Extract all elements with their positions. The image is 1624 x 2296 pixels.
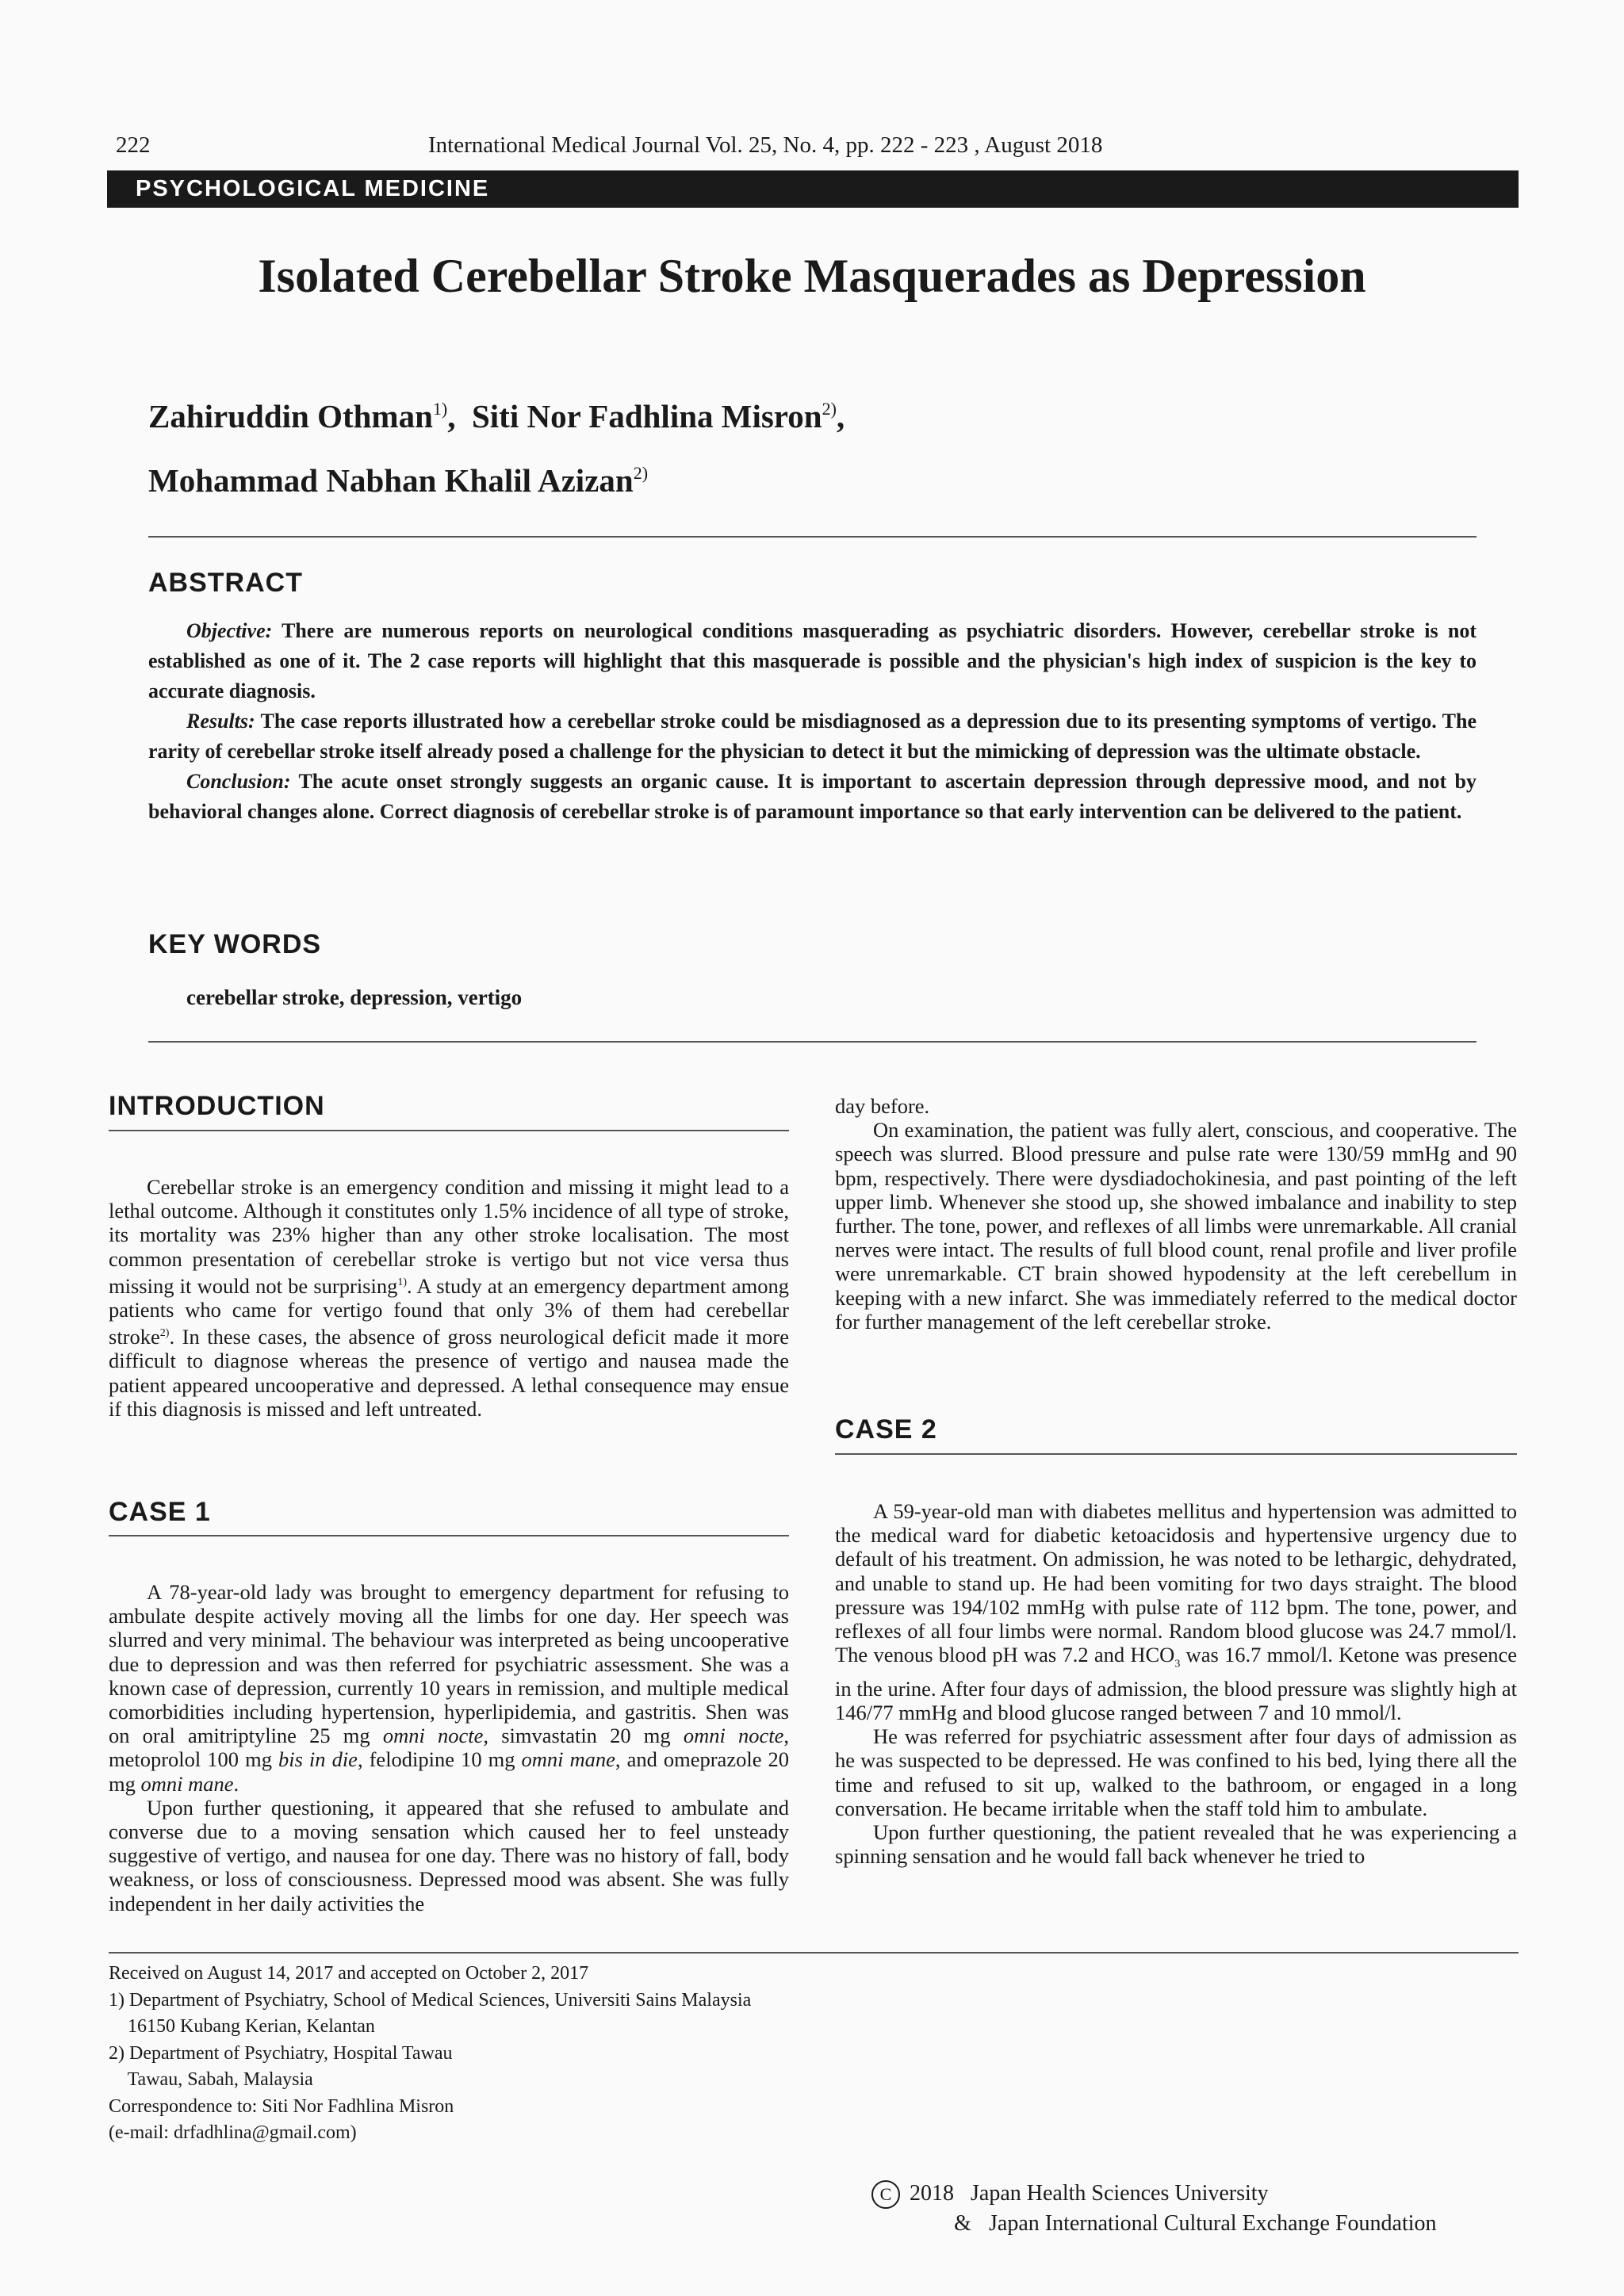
page-number: 222 bbox=[116, 132, 151, 158]
dosage-term: bis in die bbox=[278, 1747, 358, 1772]
abstract-body bbox=[148, 616, 1477, 827]
text-run: was 16.7 mmol/l. Ketone was presence in the urine. After four days of admission, the blood pressure was slightly high at 146/77 mmHg and blood glucose ranged between 7 and 10 mmol/l. bbox=[835, 1643, 1517, 1724]
correspondence: Correspondence to: Siti Nor Fadhlina Misron bbox=[109, 2095, 454, 2117]
divider bbox=[109, 1535, 789, 1536]
paragraph bbox=[109, 1580, 789, 1796]
abstract-heading: ABSTRACT bbox=[148, 568, 303, 598]
copyright-line-1: 2018 Japan Health Sciences University bbox=[910, 2181, 1269, 2206]
copyright-ampersand: & bbox=[954, 2211, 971, 2236]
citation-ref: 1) bbox=[397, 1276, 408, 1288]
received-note: Received on August 14, 2017 and accepted on October 2, 2017 bbox=[109, 1963, 589, 1984]
paragraph: day before. bbox=[835, 1094, 930, 1118]
conclusion-text: The acute onset strongly suggests an organic cause. It is important to ascertain depression through depressive mood, and not by behavioral changes alone. Correct diagnosis of cerebellar stroke is of paramount importance so that early intervention can be delivered to the patient. bbox=[148, 770, 1477, 823]
results-text: The case reports illustrated how a cerebellar stroke could be misdiagnosed as a depression due to its presenting symptoms of vertigo. The rarity of cerebellar stroke itself already posed a challenge for the physician to detect it but the mimicking of depression was the ultimate obstacle. bbox=[148, 710, 1477, 763]
conclusion-label: Conclusion: bbox=[186, 770, 291, 793]
affiliation-mark: 2) bbox=[633, 463, 649, 483]
text-run: , and omeprazole 20 mg bbox=[109, 1747, 789, 1796]
text-run: A 59-year-old man with diabetes mellitus and hypertension was admitted to the medical ward for diabetic ketoacidosis and hypertensive urgency due to default of his treatment. On admission, he was noted to be lethargic, dehydrated, and unable to stand up. He had been vomiting for two days straight. The blood pressure was 194/102 mmHg with pulse rate of 112 bpm. The tone, power, and reflexes of all four limbs were normal. Random blood glucose was 24.7 mmol/l. The venous blood pH was 7.2 and HCO bbox=[835, 1499, 1517, 1667]
author-separator: , bbox=[447, 398, 472, 434]
abstract-results bbox=[148, 706, 1477, 767]
text-run: , felodipine 10 mg bbox=[357, 1747, 522, 1772]
affiliation-1-address: 16150 Kubang Kerian, Kelantan bbox=[109, 2016, 375, 2037]
abstract-conclusion bbox=[148, 767, 1477, 827]
dosage-term: omni mane bbox=[521, 1747, 615, 1772]
copyright-line-2: Japan International Cultural Exchange Foundation bbox=[989, 2211, 1437, 2236]
case1-heading: CASE 1 bbox=[109, 1497, 211, 1527]
affiliation-1: 1) Department of Psychiatry, School of Medical Sciences, Universiti Sains Malaysia bbox=[109, 1989, 752, 2011]
author-name: Zahiruddin Othman bbox=[148, 398, 433, 434]
text-run: Cerebellar stroke is an emergency condition and missing it might lead to a lethal outcome. Although it constitutes only 1.5% incidence of all type of stroke, its mortality was 23% higher than any other stroke localisation. The most common presentation of cerebellar stroke is vertigo but not vice versa thus missing it would not be surprising bbox=[109, 1175, 789, 1298]
text-run: , simvastatin 20 mg bbox=[483, 1724, 684, 1748]
introduction-heading: INTRODUCTION bbox=[109, 1091, 325, 1121]
dosage-term: omni mane bbox=[140, 1771, 234, 1796]
affiliation-2: 2) Department of Psychiatry, Hospital Tawau bbox=[109, 2042, 453, 2064]
affiliation-mark: 2) bbox=[822, 399, 837, 419]
keywords-text: cerebellar stroke, depression, vertigo bbox=[186, 985, 523, 1009]
divider bbox=[148, 536, 1477, 538]
divider bbox=[148, 1041, 1477, 1043]
author-list bbox=[148, 381, 845, 509]
paragraph: He was referred for psychiatric assessment after four days of admission as he was suspected to be depressed. He was confined to his bed, lying there all the time and refused to sit up, walked to the bathroom, or engaged in a long conversation. He became irritable when the staff told him to ambulate. bbox=[835, 1724, 1517, 1820]
subscript: 3 bbox=[1174, 1658, 1181, 1670]
citation-ref: 2) bbox=[159, 1327, 170, 1340]
author-separator: , bbox=[836, 398, 845, 434]
case1-body bbox=[109, 1580, 789, 1915]
results-label: Results: bbox=[186, 710, 255, 733]
text-run: . A study at an emergency department among patients who came for vertigo found that only 3% of them had cerebellar stroke bbox=[109, 1273, 789, 1349]
section-banner bbox=[107, 170, 1519, 208]
text-run: , metoprolol 100 mg bbox=[109, 1724, 790, 1772]
footnote-divider bbox=[109, 1952, 1519, 1954]
copyright-icon: C bbox=[871, 2180, 900, 2209]
case1-continued bbox=[835, 1094, 1517, 1334]
case2-body bbox=[835, 1499, 1517, 1868]
footnotes bbox=[109, 1961, 751, 2147]
section-label: PSYCHOLOGICAL MEDICINE bbox=[136, 176, 490, 201]
paragraph: Upon further questioning, it appeared that she refused to ambulate and converse due to a moving sensation which caused her to feel unsteady suggestive of vertigo, and nausea for one day. There was no history of fall, body weakness, or loss of consciousness. Depressed mood was absent. She was fully independent in her daily activities the bbox=[109, 1795, 789, 1915]
objective-text: There are numerous reports on neurological conditions masquerading as psychiatric disorders. However, cerebellar stroke is not established as one of it. The 2 case reports will highlight that this masquerade is possible and the physician's high index of suspicion is the key to accurate diagnosis. bbox=[148, 619, 1477, 702]
copyright-notice bbox=[871, 2179, 1437, 2238]
dosage-term: omni nocte bbox=[382, 1724, 484, 1748]
paragraph bbox=[109, 1175, 789, 1421]
divider bbox=[835, 1453, 1517, 1455]
text-run: . In these cases, the absence of gross neurological deficit made it more difficult to diagnose whereas the presence of vertigo and nausea made the patient appeared uncooperative and depressed. A lethal consequence may ensue if this diagnosis is missed and left untreated. bbox=[109, 1325, 789, 1421]
paragraph: Upon further questioning, the patient revealed that he was experiencing a spinning sensation and he would fall back whenever he tried to bbox=[835, 1820, 1517, 1869]
dosage-term: omni nocte bbox=[683, 1724, 784, 1748]
paragraph bbox=[835, 1499, 1517, 1724]
journal-citation: International Medical Journal Vol. 25, No. 4, pp. 222 - 223 , August 2018 bbox=[428, 132, 1103, 158]
divider bbox=[109, 1130, 789, 1131]
paragraph: On examination, the patient was fully alert, conscious, and cooperative. The speech was slurred. Blood pressure and pulse rate were 130/59 mmHg and 90 bpm, respectively. There were dysdiadochokinesia, and past pointing of the left upper limb. Whenever she stood up, she showed imbalance and inability to step further. The tone, power, and reflexes of all limbs were unremarkable. All cranial nerves were intact. The results of full blood count, renal profile and liver profile were unremarkable. CT brain showed hypodensity at the left cerebellum in keeping with a new infarct. She was immediately referred to the medical doctor for further management of the left cerebellar stroke. bbox=[835, 1118, 1517, 1334]
affiliation-2-address: Tawau, Sabah, Malaysia bbox=[109, 2069, 313, 2090]
article-title: Isolated Cerebellar Stroke Masquerades as Depression bbox=[258, 250, 1366, 302]
author-name: Siti Nor Fadhlina Misron bbox=[471, 398, 822, 434]
keywords-heading: KEY WORDS bbox=[148, 929, 322, 959]
text-run: A 78-year-old lady was brought to emergency department for refusing to ambulate despite actively moving all the limbs for one day. Her speech was slurred and very minimal. The behaviour was interpreted as being uncooperative due to depression and was then referred for psychiatric assessment. She was a known case of depression, currently 10 years in remission, and multiple medical comorbidities including hypertension, hyperlipidemia, and gastritis. Shen was on oral amitriptyline 25 mg bbox=[109, 1580, 789, 1748]
objective-label: Objective: bbox=[186, 619, 273, 642]
affiliation-mark: 1) bbox=[432, 399, 448, 419]
case2-heading: CASE 2 bbox=[835, 1414, 937, 1445]
abstract-objective bbox=[148, 616, 1477, 706]
text-run: . bbox=[233, 1771, 239, 1796]
introduction-body bbox=[109, 1175, 789, 1421]
author-name: Mohammad Nabhan Khalil Azizan bbox=[148, 462, 634, 499]
correspondence-email: (e-mail: drfadhlina@gmail.com) bbox=[109, 2122, 357, 2143]
